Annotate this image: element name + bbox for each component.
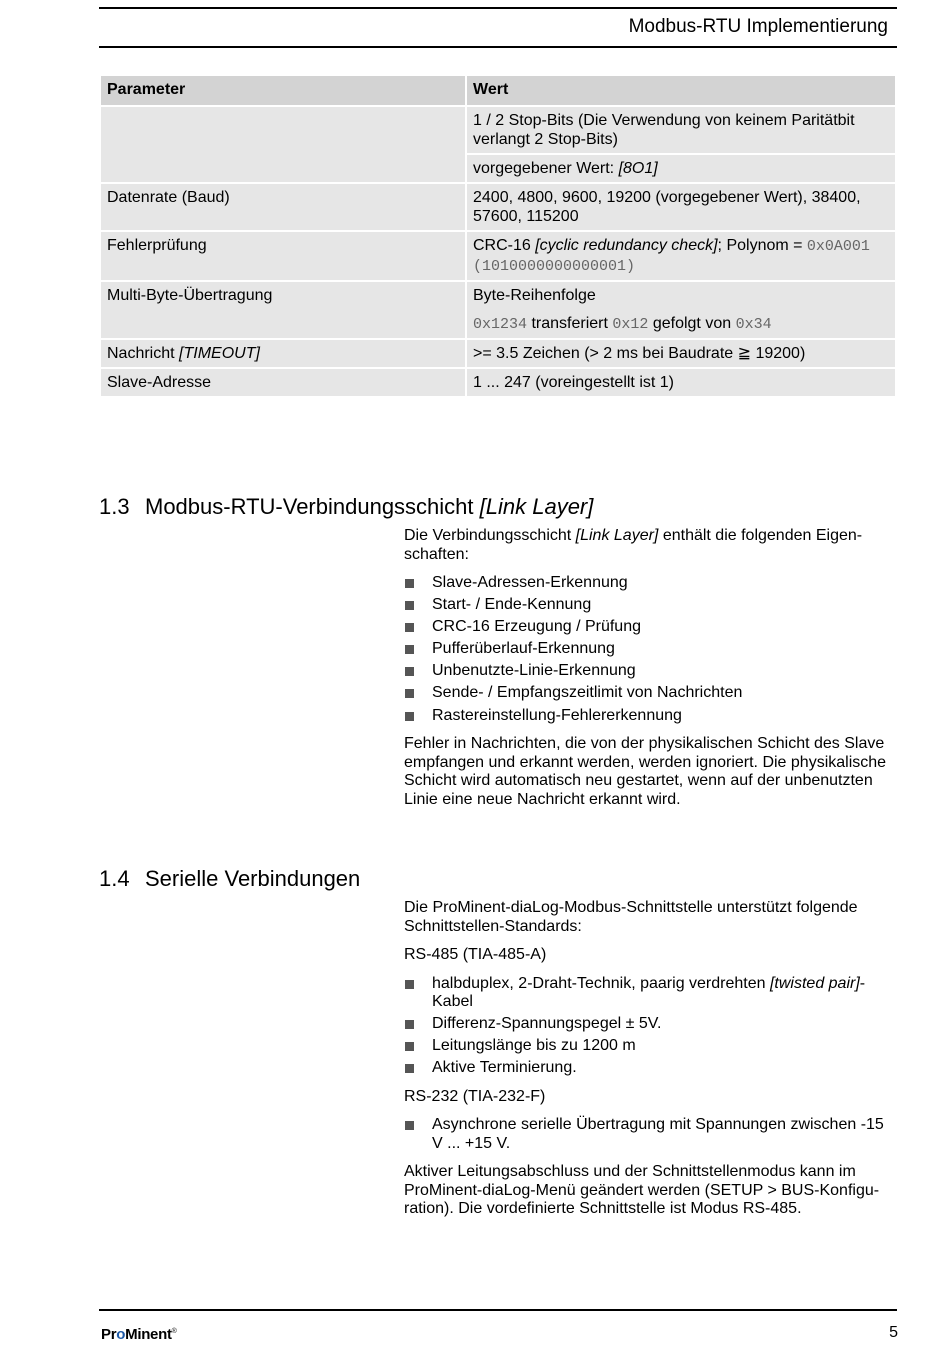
square-bullet-icon xyxy=(405,1064,414,1073)
square-bullet-icon xyxy=(405,980,414,989)
list-item-text: Leitungslänge bis zu 1200 m xyxy=(432,1037,636,1055)
list-item xyxy=(404,1037,898,1056)
logo-text-accent: o xyxy=(116,1326,126,1343)
standard-label-rs232: RS-232 (TIA-232-F) xyxy=(404,1087,546,1105)
intro-paragraph: Die ProMinent-diaLog-Modbus-Schnittstelle unterstützt folgende Schnittstellen-Standards: xyxy=(404,899,858,935)
square-bullet-icon xyxy=(405,1020,414,1029)
square-bullet-icon xyxy=(405,1042,414,1051)
hex-value: 0x12 xyxy=(612,316,649,333)
list-item-text: Sende- / Empfangszeitlimit von Nachrichten xyxy=(432,684,743,702)
column-header-parameter: Parameter xyxy=(101,76,465,105)
square-bullet-icon xyxy=(405,623,414,632)
table-cell-param: Slave-Adresse xyxy=(101,369,465,396)
logo-text: Minent xyxy=(125,1326,172,1343)
list-item xyxy=(404,662,898,681)
page-header-title: Modbus-RTU Implementierung xyxy=(628,16,888,37)
table-row xyxy=(101,232,895,280)
table-row xyxy=(101,282,895,338)
byte-order-text: gefolgt von xyxy=(648,315,736,332)
list-item-text: Start- / Ende-Kennung xyxy=(432,596,592,614)
list-item-text: CRC-16 Erzeugung / Prüfung xyxy=(432,618,641,636)
intro-paragraph xyxy=(404,527,898,564)
table-cell-value: 1 ... 247 (voreingestellt ist 1) xyxy=(467,369,895,396)
body-paragraph: Aktiver Leitungsabschluss und der Schnittstellenmodus kann im ProMinent-diaLog-Menü geändert werden (SETUP > BUS-Konfiguration). Die vordefinierte Schnittstelle ist Modus RS-485. xyxy=(404,1163,880,1218)
registered-mark: ® xyxy=(171,1328,177,1335)
table-row xyxy=(101,340,895,367)
list-item xyxy=(404,574,898,593)
list-item-text: Unbenutzte-Linie-Erkennung xyxy=(432,662,636,680)
list-item xyxy=(404,684,898,703)
list-item xyxy=(404,1015,898,1034)
table-cell-value xyxy=(467,282,895,338)
list-item-italic: [twisted pair] xyxy=(769,974,860,992)
crc-binary: (1010000000000001) xyxy=(473,258,636,275)
list-item xyxy=(404,1116,898,1153)
byte-order-text: transferiert xyxy=(527,315,613,332)
hex-value: 0x34 xyxy=(735,316,772,333)
section-1-4-body xyxy=(404,899,898,1229)
list-item xyxy=(404,1059,898,1078)
table-cell-value xyxy=(467,107,895,153)
table-header-row xyxy=(101,76,895,105)
section-heading-1-3 xyxy=(99,494,593,520)
table-cell-value: 2400, 4800, 9600, 19200 (vorgegebener Wert), 38400, 57600, 115200 xyxy=(467,184,895,230)
list-item-text: -Kabel xyxy=(432,974,866,1010)
table-cell-param xyxy=(101,340,465,367)
rs485-list xyxy=(404,975,898,1078)
default-value: [8O1] xyxy=(618,160,658,177)
list-item-text: halbduplex, 2-Draht-Technik, paarig verdrehten xyxy=(432,974,770,992)
rs232-list xyxy=(404,1116,898,1153)
table-cell-empty xyxy=(101,107,465,182)
list-item xyxy=(404,707,898,726)
stopbits-text: 1 / 2 Stop-Bits (Die Verwendung von keinem Paritätbit verlangt 2 Stop-Bits) xyxy=(473,112,855,148)
byte-order-label: Byte-Reihenfolge xyxy=(473,287,596,304)
intro-italic: [Link Layer] xyxy=(575,527,659,544)
section-number: 1.4 xyxy=(99,866,130,891)
square-bullet-icon xyxy=(405,1121,414,1130)
footer-rule xyxy=(99,1309,897,1311)
crc-italic: [cyclic redundancy check] xyxy=(535,237,718,254)
crc-polynomial: 0x0A001 xyxy=(806,238,870,255)
square-bullet-icon xyxy=(405,601,414,610)
list-item xyxy=(404,975,898,1012)
section-1-3-body xyxy=(404,527,898,819)
list-item xyxy=(404,640,898,659)
section-title: Serielle Verbindungen xyxy=(145,866,361,891)
intro-text: Die Verbindungsschicht xyxy=(404,527,576,544)
body-paragraph: Fehler in Nachrichten, die von der physikalischen Schicht des Slave empfangen und erkannt werden, werden ignoriert. Die physikalische Schicht wird automatisch neu gestartet, wenn auf der unbenutzten Linie eine neue Nachricht erkannt wird. xyxy=(404,735,887,808)
list-item-text: Aktive Terminierung. xyxy=(432,1059,577,1077)
byte-order-example xyxy=(473,314,889,334)
list-item xyxy=(404,618,898,637)
square-bullet-icon xyxy=(405,645,414,654)
list-item-text: Asynchrone serielle Übertragung mit Spannungen zwischen -15 V ... +15 V. xyxy=(432,1116,884,1152)
page-number: 5 xyxy=(889,1324,898,1341)
timeout-italic: [TIMEOUT] xyxy=(179,345,260,362)
table-cell-value: >= 3.5 Zeichen (> 2 ms bei Baudrate ≧ 19200) xyxy=(467,340,895,367)
prominent-logo xyxy=(101,1326,177,1343)
table-row xyxy=(101,107,895,153)
table-cell-param: Datenrate (Baud) xyxy=(101,184,465,230)
table-cell-value xyxy=(467,155,895,182)
list-item-text: Pufferüberlauf-Erkennung xyxy=(432,640,615,658)
logo-text: Pr xyxy=(101,1326,117,1343)
table-cell-param: Fehlerprüfung xyxy=(101,232,465,280)
standard-label-rs485: RS-485 (TIA-485-A) xyxy=(404,946,547,963)
table-row xyxy=(101,184,895,230)
square-bullet-icon xyxy=(405,579,414,588)
list-item-text: Slave-Adressen-Erkennung xyxy=(432,574,628,591)
section-title: Modbus-RTU-Verbindungsschicht xyxy=(145,494,480,519)
table-row xyxy=(101,369,895,396)
section-number: 1.3 xyxy=(99,494,130,519)
crc-mid: ; Polynom = xyxy=(717,237,807,254)
section-title-italic: [Link Layer] xyxy=(479,494,594,519)
square-bullet-icon xyxy=(405,712,414,721)
header-rule xyxy=(99,7,897,9)
column-header-value: Wert xyxy=(467,76,895,105)
list-item-text: Differenz-Spannungspegel ± 5V. xyxy=(432,1015,662,1033)
list-item-text: Rastereinstellung-Fehlererkennung xyxy=(432,706,682,724)
square-bullet-icon xyxy=(405,667,414,676)
feature-list xyxy=(404,574,898,725)
table-cell-value xyxy=(467,232,895,280)
crc-prefix: CRC-16 xyxy=(473,237,536,254)
list-item xyxy=(404,596,898,615)
timeout-label: Nachricht xyxy=(107,345,180,362)
hex-value: 0x1234 xyxy=(473,316,528,333)
header-rule-bottom xyxy=(99,46,897,48)
square-bullet-icon xyxy=(405,689,414,698)
intro-text: enthält die folgenden Eigenschaften: xyxy=(404,527,863,563)
section-heading-1-4 xyxy=(99,866,360,892)
table-cell-param: Multi-Byte-Übertragung xyxy=(101,282,465,338)
default-label: vorgegebener Wert: xyxy=(473,160,619,177)
parameter-table xyxy=(99,74,897,398)
